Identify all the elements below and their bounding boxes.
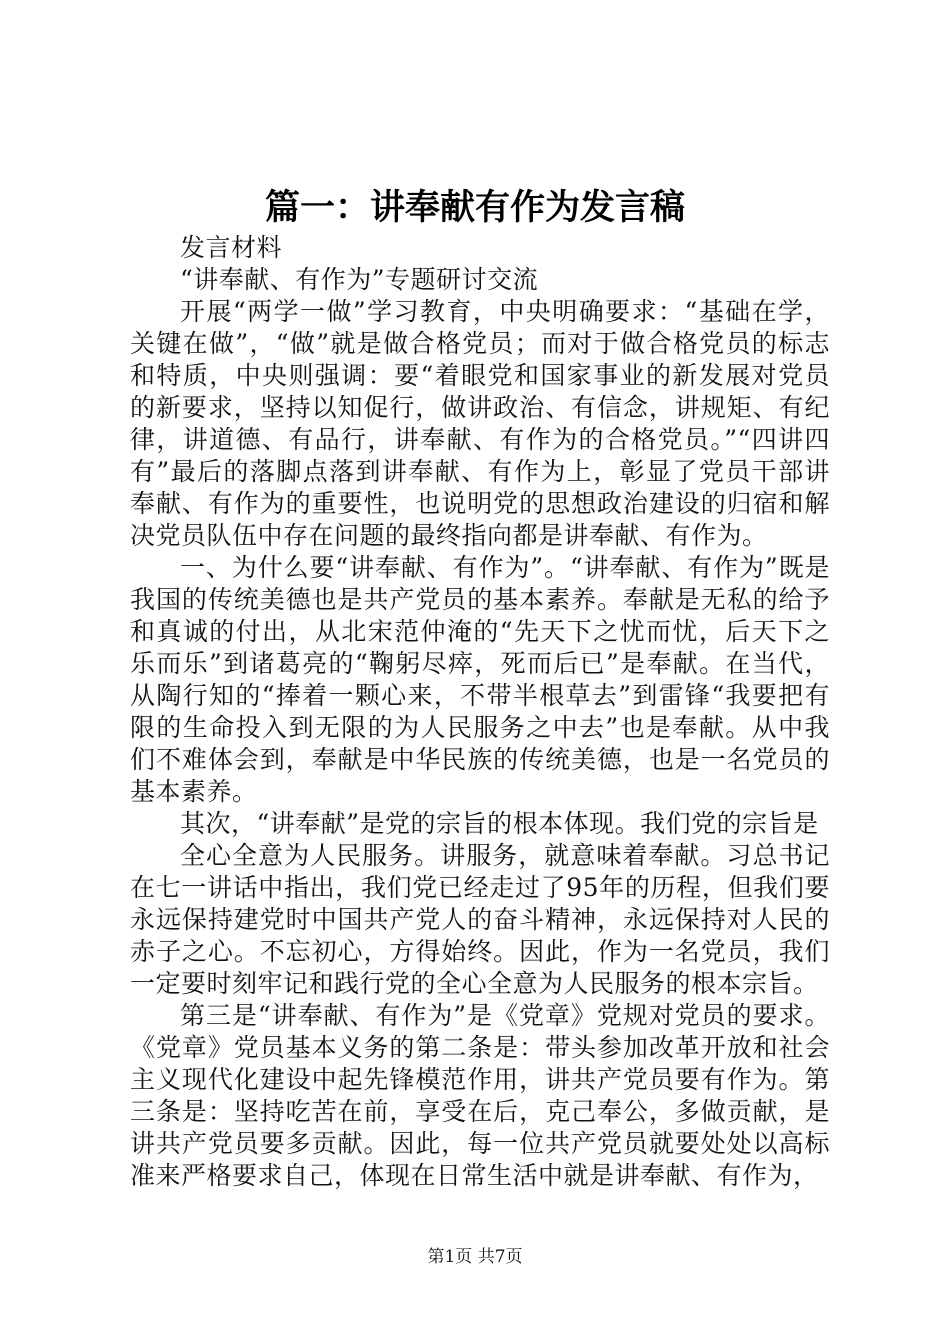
- document-title: 篇一：讲奉献有作为发言稿: [264, 187, 685, 228]
- paragraph: 开展“两学一做”学习教育，中央明确要求：“基础在学，关键在做”，“做”就是做合格党员；而对于做合格党员的标志和特质，中央则强调：要“着眼党和国家事业的新发展对党员的新要求，坚持以知促行，做讲政治、有信念，讲规矩、有纪律，讲道德、有品行，讲奉献、有作为的合格党员。”“四讲四有”最后的落脚点落到讲奉献、有作为上，彰显了党员干部讲奉献、有作为的重要性，也说明党的思想政治建设的归宿和解决党员队伍中存在问题的最终指向都是讲奉献、有作为。: [130, 297, 830, 550]
- page-footer: 第1页 共7页: [427, 1247, 523, 1267]
- paragraph: 全心全意为人民服务。讲服务，就意味着奉献。习总书记在七一讲话中指出，我们党已经走过了95年的历程，但我们要永远保持建党时中国共产党人的奋斗精神，永远保持对人民的赤子之心。不忘初心，方得始终。因此，作为一名党员，我们一定要时刻牢记和践行党的全心全意为人民服务的根本宗旨。: [130, 841, 830, 998]
- paragraph-heading-material: 发言材料: [180, 233, 283, 262]
- paragraph-heading-topic: “讲奉献、有作为”专题研讨交流: [180, 265, 539, 294]
- document-body: [130, 232, 830, 1192]
- paragraph: 一、为什么要“讲奉献、有作为”。“讲奉献、有作为”既是我国的传统美德也是共产党员的基本素养。奉献是无私的给予和真诚的付出，从北宋范仲淹的“先天下之忧而忧，后天下之乐而乐”到诸葛亮的“鞠躬尽瘁，死而后已”是奉献。在当代，从陶行知的“捧着一颗心来，不带半根草去”到雷锋“我要把有限的生命投入到无限的为人民服务之中去”也是奉献。从中我们不难体会到，奉献是中华民族的传统美德，也是一名党员的基本素养。: [130, 553, 830, 806]
- paragraph: 第三是“讲奉献、有作为”是《党章》党规对党员的要求。《党章》党员基本义务的第二条是：带头参加改革开放和社会主义现代化建设中起先锋模范作用，讲共产党员要有作为。第三条是：坚持吃苦在前，享受在后，克己奉公，多做贡献，是讲共产党员要多贡献。因此，每一位共产党员就要处处以高标准来严格要求自己，体现在日常生活中就是讲奉献、有作为，: [130, 1001, 830, 1190]
- paragraph: 其次，“讲奉献”是党的宗旨的根本体现。我们党的宗旨是: [180, 809, 819, 838]
